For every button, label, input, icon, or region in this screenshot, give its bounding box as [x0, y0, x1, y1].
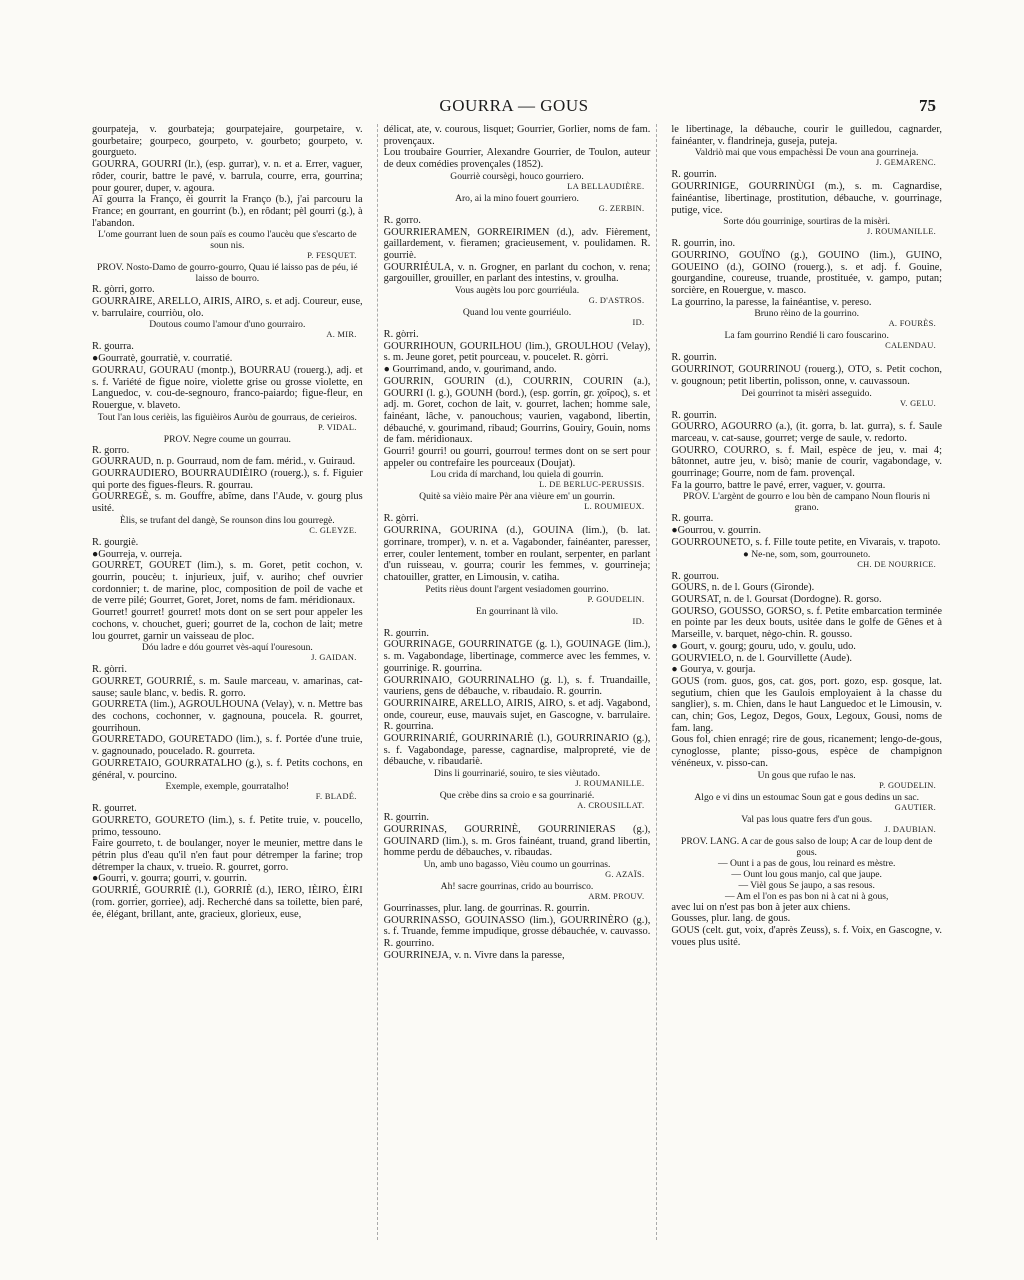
quotation: PROV. Nosto-Damo de gourro-gourro, Quau ié laisso pas de péu, ié laisso de bourro. — [96, 262, 358, 285]
quotation: Vous augèts lou porc gourriéula. — [454, 285, 580, 297]
entry-text: ● Gourya, v. gourja. — [671, 664, 756, 676]
entry-text: GOURRINASSO, GOUINASSO (lim.), GOURRINÈRO (g.), s. f. Truande, femme impudique, grosse débauchée, v. cauvasso. R. gourrino. — [383, 914, 651, 950]
entry-text: R. gourra. — [671, 513, 714, 525]
quotation: — Ount i a pas de gous, lou reinard es mèstre. — [717, 857, 896, 869]
entry-text: GOURRIÉULA, v. n. Grogner, en parlant du cochon, v. rena; gargouiller, grouiller, en parlant des intestins, v. groulha. — [383, 261, 651, 285]
entry-text: GOURRIN, GOURIN (d.), COURRIN, COURIN (a.), GOURRI (l. g.), GOUNH (bord.), (esp. gorrín, gr. χοῖρος), s. et adj. m. Goret, cochon de lait, v. gourret, lachen; homme sale, fainéant, lâche, v. panouchous; vaurien, vagabond, libertin, débauché, v. gourimand, ribaud; Gourrins, Gouiry, Gouin, noms de fam. méridionaux. — [383, 375, 651, 446]
entry-text: La gourrino, la paresse, la fainéantise, v. pereso. — [671, 296, 872, 308]
entry-text: avec lui on n'est pas bon à jeter aux chiens. — [671, 901, 851, 913]
entry-text: R. gourrin. — [671, 352, 717, 364]
entry-text: Aï gourra la Franço, èi gourrit la Franço (b.), j'ai parcouru la France; en gourrant, en gourrint (b.), en rôdant; pèl gourri (g.), à l'abandon. — [92, 194, 363, 229]
attribution: CALENDAU. — [885, 341, 937, 351]
entry-text: GOURS, n. de l. Gours (Gironde). — [671, 582, 815, 594]
entry-text: GOURRIHOUN, GOURILHOU (lim.), GROULHOU (Velay), s. m. Jeune goret, petit pourceau, v. poucelet. R. gòrri. — [383, 340, 651, 364]
quotation: Doutous coumo l'amour d'uno gourrairo. — [149, 319, 306, 331]
quotation: ● Ne-ne, som, som, gourrouneto. — [743, 548, 871, 560]
entry-text: Gourri! gourri! ou gourri, gourrou! termes dont on se sert pour appeler ou contrefaire les pourceaux (Doujat). — [383, 446, 651, 469]
attribution: L. ROUMIEUX. — [584, 502, 645, 512]
quotation: Exemple, exemple, gourratalho! — [165, 781, 290, 793]
attribution: J. DAUBIAN. — [884, 824, 937, 834]
entry-text: GOURRO, COURRO, s. f. Mail, espèce de jeu, v. mai 4; bâtonnet, autre jeu, v. bisò; manie de courir, vagabondage, v. gourrinage; Gourre, nom de fam. provençal. — [671, 444, 943, 480]
quotation: — Vièl gous Se jaupo, a sas resous. — [738, 879, 875, 891]
entry-text: R. gourret. — [92, 803, 137, 815]
entry-text: GOURRAIRE, ARELLO, AIRIS, AIRO, s. et adj. Coureur, euse, v. barrulaire, courriòu, olo. — [92, 296, 363, 319]
attribution: P. GOUDELIN. — [879, 780, 937, 790]
entry-text: GOURRETADO, GOURETADO (lim.), s. f. Portée d'une truie, v. gagnounado, poucelado. R. gourreta. — [92, 734, 363, 758]
dictionary-body — [92, 124, 942, 1244]
attribution: G. D'ASTROS. — [588, 296, 645, 306]
entry-text: R. gòrri. — [383, 329, 419, 341]
entry-text: GOUS (celt. gut, voix, d'après Zeuss), s. f. Voix, en Gascogne, v. voues plus usité. — [671, 924, 943, 948]
attribution: C. GLEYZE. — [309, 525, 357, 535]
quotation: Quand lou vente gourriéulo. — [462, 307, 572, 319]
entry-text: GOURROUNETO, s. f. Fille toute petite, en Vivarais, v. trapoto. — [671, 536, 941, 548]
entry-text: GOURRAUDIERO, BOURRAUDIÈIRO (rouerg.), s. f. Figuier qui porte des figues-fleurs. R. gourrau. — [92, 468, 363, 491]
entry-text: Lou troubaire Gourrier, Alexandre Gourrier, de Toulon, auteur de deux comédies provençales (1852). — [383, 147, 651, 171]
quotation: Ah! sacre gourrinas, crido au bourrisco. — [440, 880, 594, 892]
quotation: PROV. L'argènt de gourro e lou bèn de campano Noun flouris ni grano. — [683, 491, 931, 514]
entry-text: GOURRINAGE, GOURRINATGE (g. l.), GOUINAGE (lim.), s. m. Vagabondage, libertinage, commerce avec les femmes, v. gourrinige. R. gourrina. — [383, 639, 651, 674]
entry-text: ●Gourreja, v. ourreja. — [92, 548, 183, 560]
entry-text: GOURRAUD, n. p. Gourraud, nom de fam. mérid., v. Guiraud. — [92, 456, 356, 468]
quotation: Dóu ladre e dóu gourret vès-aquí l'ouresoun. — [141, 642, 313, 654]
attribution: P. FESQUET. — [307, 251, 357, 261]
quotation: Que crèbe dins sa croio e sa gourrinarié. — [439, 790, 595, 802]
quotation: Valdriò mai que vous empachèssi De voun ana gourrineja. — [694, 147, 919, 159]
entry-text: R. gourgiè. — [92, 536, 139, 548]
entry-text: GOURRO, AGOURRO (a.), (it. gorra, b. lat. gurra), s. f. Saule marceau, v. cat-sause, gourret; verge de saule, v. redorto. — [671, 421, 943, 444]
entry-text: GOURRA, GOURRI (lr.), (esp. gurrar), v. n. et a. Errer, vaguer, rôder, courir, battre le pavé, v. barrula, courre, erra, gourrina; pour gourer, duper, v. agoura. — [92, 159, 363, 194]
entry-text: R. gorro. — [92, 444, 130, 456]
entry-text: GOURRETA (lim.), AGROULHOUNA (Velay), v. n. Mettre bas des cochons, cochonner, v. gagnouna, poucela. R. gourret, gourrihoun. — [92, 699, 363, 734]
entry-text: ●Gourratè, gourratiè, v. courratié. — [92, 353, 233, 365]
entry-text: GOURRINAS, GOURRINÈ, GOURRINIERAS (g.), GOUINARD (lim.), s. m. Gros fainéant, truand, grand libertin, homme perdu de débauches, v. ribaudas. — [383, 823, 651, 859]
entry-text: Gous fol, chien enragé; rire de gous, ricanement; lengo-de-gous, cynoglosse, plante; pisso-gous, espèce de champignon vénéneux, v. pisso-can. — [671, 734, 943, 769]
quotation: Quitè sa vièio maire Pèr ana vièure em' un gourrin. — [419, 491, 615, 503]
entry-text: ●Gourrou, v. gourrin. — [671, 525, 761, 537]
entry-text: GOURRIÉ, GOURRIÈ (l.), GORRIÈ (d.), IERO, IÈIRO, ÈIRI (rom. gorrier, gorriee), adj. Recherché dans sa toilette, bien paré, ée, élégant, brillant, ante, gracieux, glorieux, euse, — [92, 885, 363, 920]
entry-text: R. gourrin, ino. — [671, 238, 736, 250]
quotation: L'ome gourrant luen de soun païs es coumo l'aucèu que s'escarto de soun nis. — [98, 229, 357, 252]
entry-text: GOURREGÈ, s. m. Gouffre, abîme, dans l'Aude, v. gourg plus usité. — [92, 491, 363, 515]
entry-text: GOURRIERAMEN, GORREIRIMEN (d.), adv. Fièrement, gaillardement, v. fieramen; gracieusement, v. poulidamen. R. gourriè. — [383, 226, 651, 261]
attribution: P. GOUDELIN. — [587, 594, 645, 604]
quotation: PROV. Negre coume un gourrau. — [163, 433, 291, 445]
entry-text: GOURRETAIO, GOURRATALHO (g.), s. f. Petits cochons, en général, v. pourcino. — [92, 757, 363, 781]
entry-text: GOURRET, GOURRIÉ, s. m. Saule marceau, v. amarinas, cat-sause; saule blanc, v. bedis. R. gorro. — [92, 675, 363, 699]
quotation: Bruno rèino de la gourrino. — [754, 308, 860, 320]
attribution: ARM. PROUV. — [588, 891, 645, 901]
entry-text: ● Gourrimand, ando, v. gourimand, ando. — [383, 364, 557, 376]
attribution: G. ZERBIN. — [598, 203, 645, 213]
attribution: ID. — [632, 318, 645, 328]
quotation: Dei gourrinot ta misèri asseguido. — [741, 387, 872, 399]
entry-text: R. gourrin. — [383, 812, 429, 824]
quotation: Un, amb uno bagasso, Vièu coumo un gourrinas. — [423, 858, 611, 870]
entry-text: Faire gourreto, t. de boulanger, noyer le meunier, mettre dans le pétrin plus d'eau qu'il n'en faut pour détremper la farine; trop détremper la chaux, v. trueio. R. gourret, gorro. — [92, 838, 363, 873]
column-3 — [671, 124, 942, 1240]
quotation: Dins li gourrinarié, souiro, te sies vièutado. — [434, 768, 600, 780]
quotation: En gourrinant là vilo. — [475, 605, 559, 617]
attribution: GAUTIER. — [894, 802, 937, 812]
entry-text: GOURSAT, n. de l. Goursat (Dordogne). R. gorso. — [671, 593, 882, 605]
entry-text: GOURRINARIÉ, GOURRINARIÈ (l.), GOURRINARIO (g.), s. f. Vagabondage, paresse, cagnardise, malpropreté, vie de débauche, v. ribaudariè. — [383, 733, 651, 768]
attribution: J. GEMARENC. — [875, 158, 937, 168]
entry-text: GOURRINOT, GOURRINOU (rouerg.), OTO, s. Petit cochon, v. gougnoun; petit libertin, polisson, onne, v. cauvassoun. — [671, 364, 943, 387]
attribution: ID. — [632, 616, 645, 626]
entry-text: GOURRET, GOURET (lim.), s. m. Goret, petit cochon, v. gourrin, poucèu; t. injurieux, juif, v. auriho; chef ouvrier cordonnier; t. de marine, ploc, composition de poil de vache et de verre pilé; Gourret, Goret, Joret, noms de fam. méridionaux. — [92, 560, 363, 607]
column-2 — [377, 124, 658, 1240]
entry-text: GOURRINIGE, GOURRINÙGI (m.), s. m. Cagnardise, fainéantise, libertinage, prostitution, débauche, v. gourrinage, putige, vice. — [671, 181, 943, 216]
quotation: Val pas lous quatre fers d'un gous. — [741, 813, 873, 825]
attribution: A. CROUSILLAT. — [577, 801, 645, 811]
quotation: Tout l'an lous cerièis, las figuièiros Auròu de gourraus, de cerieiros. — [97, 411, 357, 423]
attribution: V. GELU. — [900, 398, 937, 408]
entry-text: R. gourrou. — [671, 570, 719, 582]
page-number: 75 — [919, 96, 936, 115]
entry-text: GOURRINEJA, v. n. Vivre dans la paresse, — [383, 949, 565, 961]
entry-text: GOURRINAIO, GOURRINALHO (g. l.), s. f. Truandaille, vauriens, gens de débauche, v. ribaudaio. R. gourrin. — [383, 674, 651, 698]
entry-text: gourpateja, v. gourbateja; gourpatejaire, gourpetaire, v. gourbetaire; gourpeco, gourpeto, v. gourbeto; gourpeto, v. gourgueto. — [92, 124, 363, 159]
entry-text: GOURRINAIRE, ARELLO, AIRIS, AIRO, s. et adj. Vagabond, onde, coureur, euse, mauvais sujet, en Gascogne, v. barrulaire. R. gourrina. — [383, 697, 651, 733]
entry-text: R. gorro. — [383, 214, 421, 226]
entry-text: GOURRINO, GOUÏNO (g.), GOUINO (lim.), GUINO, GOUEINO (d.), GOINO (rouerg.), s. et adj. f. Gouine, gourgandine, coureuse, truande, prostituée, v. gampo, putan; sorcière, en Rouergue, v. masco. — [671, 249, 943, 297]
entry-text: R. gourrin. — [671, 409, 717, 421]
attribution: LA BELLAUDIÈRE. — [567, 181, 645, 191]
quotation: Aro, ai la mino fouert gourriero. — [455, 192, 579, 204]
entry-text: le libertinage, la débauche, courir le guilledou, cagnarder, fainéanter, v. flandrineja, guseja, puteja. — [671, 124, 943, 147]
entry-text: GOUS (rom. guos, gos, cat. gos, port. gozo, esp. gosque, lat. segutium, chien que les Gaulois employaient à la chasse du sanglier), s. m. Chien, dans le haut Languedoc et le Limousin, v. can, chin; Gos, Legoz, Degos, Goux, Legoux, Gousi, noms de fam. lang. — [671, 675, 943, 734]
entry-text: Gourret! gourret! gourret! mots dont on se sert pour appeler les cochons, v. chouchet, gueri; gourret de la, cochon de lait; metre lou gourret, garnir un vaisseau de ploc. — [92, 607, 363, 642]
attribution: A. FOURÈS. — [888, 319, 937, 329]
quotation: Algo e vi dins un estoumac Soun gat e gous dedins un sac. — [694, 791, 919, 803]
attribution: P. VIDAL. — [318, 422, 357, 432]
entry-text: Gousses, plur. lang. de gous. — [671, 913, 791, 925]
entry-text: R. gòrri, gorro. — [92, 284, 155, 296]
attribution: J. GAIDAN. — [311, 653, 357, 663]
attribution: A. MIR. — [326, 330, 357, 340]
attribution: F. BLADÉ. — [315, 792, 357, 802]
attribution: CH. DE NOURRICE. — [857, 559, 937, 569]
entry-text: R. gourrin. — [383, 627, 429, 639]
column-1 — [92, 124, 363, 1240]
entry-text: GOURRETO, GOURETO (lim.), s. f. Petite truie, v. poucello, primo, tessouno. — [92, 814, 363, 838]
quotation: Sorte dóu gourrinige, sourtiras de la misèri. — [723, 216, 891, 228]
quotation: Petits rièus dount l'argent vesiadomen gourrino. — [425, 583, 609, 595]
entry-text: GOURRINA, GOURINA (d.), GOUINA (lim.), (b. lat. gorrinare, tromper), v. n. et a. Vagabonder, fainéanter, paresser, errer, couler lentement, tomber en roulant, serpenter, en parlant d'un ruisseau, v. gourra; courir les femmes, v. gourrineja; chatouiller, gratter, en Limousin, v. catiha. — [383, 525, 651, 583]
quotation: — Am el l'on es pas bon ni à cat ni à gous, — [724, 890, 889, 902]
entry-text: Gourrinasses, plur. lang. de gourrinas. R. gourrin. — [383, 902, 590, 914]
attribution: J. ROUMANILLE. — [575, 779, 645, 789]
entry-text: R. gourra. — [92, 341, 134, 353]
entry-text: R. gourrin. — [671, 169, 717, 181]
attribution: J. ROUMANILLE. — [866, 227, 937, 237]
entry-text: ●Gourri, v. gourra; gourri, v. gourrin. — [92, 873, 247, 885]
quotation: Gourriè coursègi, houco gourriero. — [450, 170, 584, 182]
quotation: Un gous que rufao le nas. — [757, 769, 856, 781]
page-header — [92, 96, 936, 120]
entry-text: GOURSO, GOUSSO, GORSO, s. f. Petite embarcation terminée en pointe par les deux bouts, usitée dans le golfe de Gênes et à Marseille, v. barquet, nègo-chin. R. gousso. — [671, 605, 943, 641]
entry-text: GOURVIELO, n. de l. Gourvillette (Aude). — [671, 652, 853, 664]
entry-text: R. gòrri. — [383, 513, 419, 525]
attribution: G. AZAÏS. — [605, 869, 645, 879]
quotation: Lou crida dí marchand, lou quiela di gourrin. — [430, 469, 604, 481]
entry-text: délicat, ate, v. courous, lisquet; Gourrier, Gorlier, noms de fam. provençaux. — [383, 124, 651, 147]
entry-text: ● Gourt, v. gourg; gouru, udo, v. goulu, udo. — [671, 640, 856, 652]
quotation: — Ount lou gous manjo, cal que jaupe. — [731, 868, 882, 880]
quotation: Èlis, se trufant del dangè, Se rounson dins lou gourregè. — [119, 514, 335, 526]
entry-text: GOURRAU, GOURAU (montp.), BOURRAU (rouerg.), adj. et s. f. Variété de figue noire, violette grise ou grosse violette, en Languedoc, v. cou-de-segnouro, franco-paiardo; figue-fleur, en Rouergue, v. blaveto. — [92, 364, 363, 411]
entry-text: R. gòrri. — [92, 664, 127, 676]
quotation: La fam gourrino Rendié li caro fouscarino. — [724, 330, 889, 342]
entry-text: Fa la gourro, battre le pavé, errer, vaguer, v. gourra. — [671, 479, 886, 491]
quotation: PROV. LANG. A car de gous salso de loup; A car de loup dent de gous. — [681, 835, 933, 858]
running-title: GOURRA — GOUS — [439, 96, 589, 115]
attribution: L. DE BERLUC-PERUSSIS. — [539, 480, 645, 490]
